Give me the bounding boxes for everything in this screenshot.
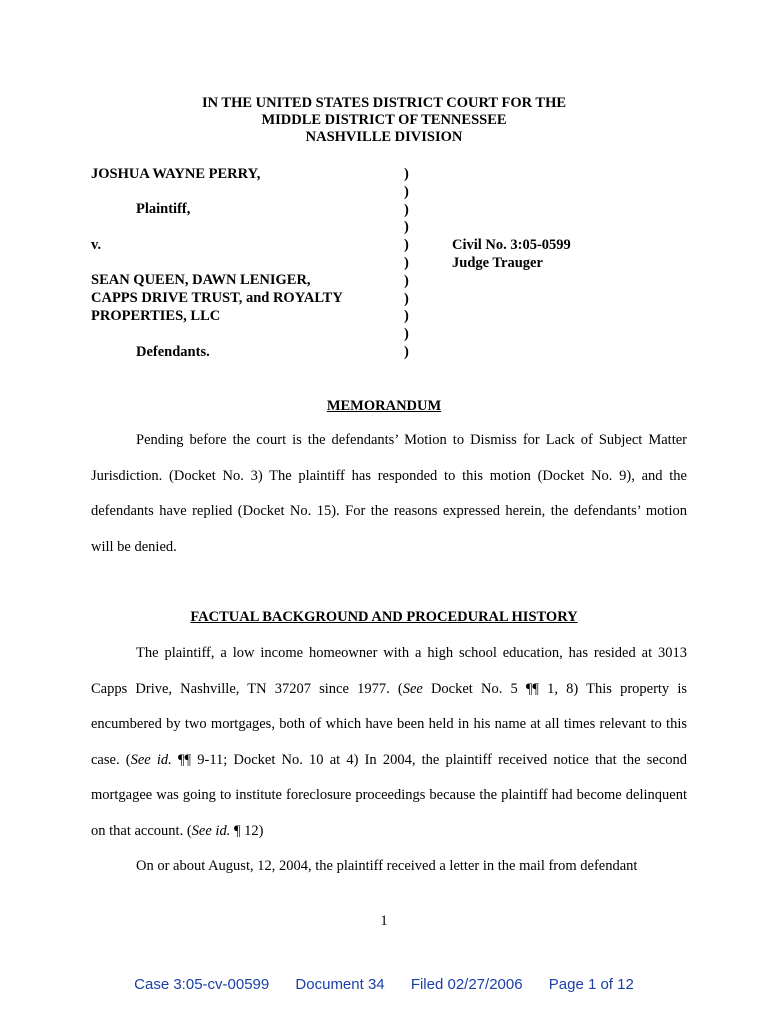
caption-paren: ) [404, 326, 409, 343]
citation-signal: See [402, 680, 423, 697]
caption-paren: ) [404, 290, 409, 307]
footer-document-number: Document 34 [295, 976, 385, 993]
case-caption [0, 166, 768, 366]
court-header-line: NASHVILLE DIVISION [305, 129, 463, 145]
caption-paren: ) [404, 308, 409, 325]
plaintiff-label: Plaintiff, [136, 201, 191, 217]
plaintiff-name: JOSHUA WAYNE PERRY, [91, 166, 261, 182]
citation-signal: See id. [191, 822, 231, 839]
defendants-name-line: SEAN QUEEN, DAWN LENIGER, [91, 272, 311, 288]
caption-paren: ) [404, 343, 409, 360]
defendants-name-line: CAPPS DRIVE TRUST, and ROYALTY [91, 290, 343, 306]
section-heading: FACTUAL BACKGROUND AND PROCEDURAL HISTORY [190, 609, 578, 625]
text-run: The plaintiff, a low income homeowner with a high school education, has resided at 3013 Capps Drive, Nashville, TN 37207 since 1977. ( [91, 645, 687, 697]
footer-page-count: Page 1 of 12 [548, 976, 634, 993]
versus-label: v. [91, 237, 102, 253]
caption-paren: ) [404, 237, 409, 254]
intro-paragraph-block [91, 423, 687, 565]
text-run: ¶¶ 9-11; Docket No. 10 at 4) In 2004, the plaintiff received notice that the second mortgagee was going to institute foreclosure proceedings because the plaintiff had become delinquent on that account. ( [91, 751, 688, 839]
facts-paragraph: On or about August, 12, 2004, the plaintiff received a letter in the mail from defendant [136, 858, 638, 874]
intro-paragraph: Pending before the court is the defendants’ Motion to Dismiss for Lack of Subject Matter Jurisdiction. (Docket No. 3) The plaintiff has responded to this motion (Docket No. 9), and the defendants have replied (Docket No. 15). For the reasons expressed herein, the defendants’ motion will be denied. [91, 432, 687, 555]
page-number: 1 [380, 913, 388, 929]
court-header-line: MIDDLE DISTRICT OF TENNESSEE [261, 112, 507, 128]
text-run: Docket No. 5 ¶¶ 1, 8) This property is encumbered by two mortgages, both of which have been held in his name at all times relevant to this case. ( [91, 680, 688, 768]
caption-paren: ) [404, 166, 409, 182]
judge-name: Judge Trauger [452, 255, 543, 271]
text-run: ¶ 12) [230, 822, 264, 839]
citation-signal: See id. [130, 751, 172, 768]
facts-paragraph-block [91, 636, 687, 885]
court-header [0, 95, 768, 146]
caption-paren: ) [404, 272, 409, 289]
defendants-name-line: PROPERTIES, LLC [91, 308, 221, 324]
footer-filed-date: Filed 02/27/2006 [410, 976, 523, 993]
facts-paragraph [91, 636, 687, 849]
caption-paren: ) [404, 254, 409, 271]
caption-paren-column [404, 166, 409, 362]
memorandum-title: MEMORANDUM [326, 398, 442, 414]
caption-paren: ) [404, 183, 409, 200]
footer-case-number: Case 3:05-cv-00599 [134, 976, 270, 993]
court-header-line: IN THE UNITED STATES DISTRICT COURT FOR THE [201, 95, 567, 111]
defendants-label: Defendants. [136, 344, 210, 360]
caption-paren: ) [404, 201, 409, 218]
filing-footer [0, 976, 768, 993]
civil-case-number: Civil No. 3:05-0599 [452, 237, 571, 253]
caption-paren: ) [404, 219, 409, 236]
